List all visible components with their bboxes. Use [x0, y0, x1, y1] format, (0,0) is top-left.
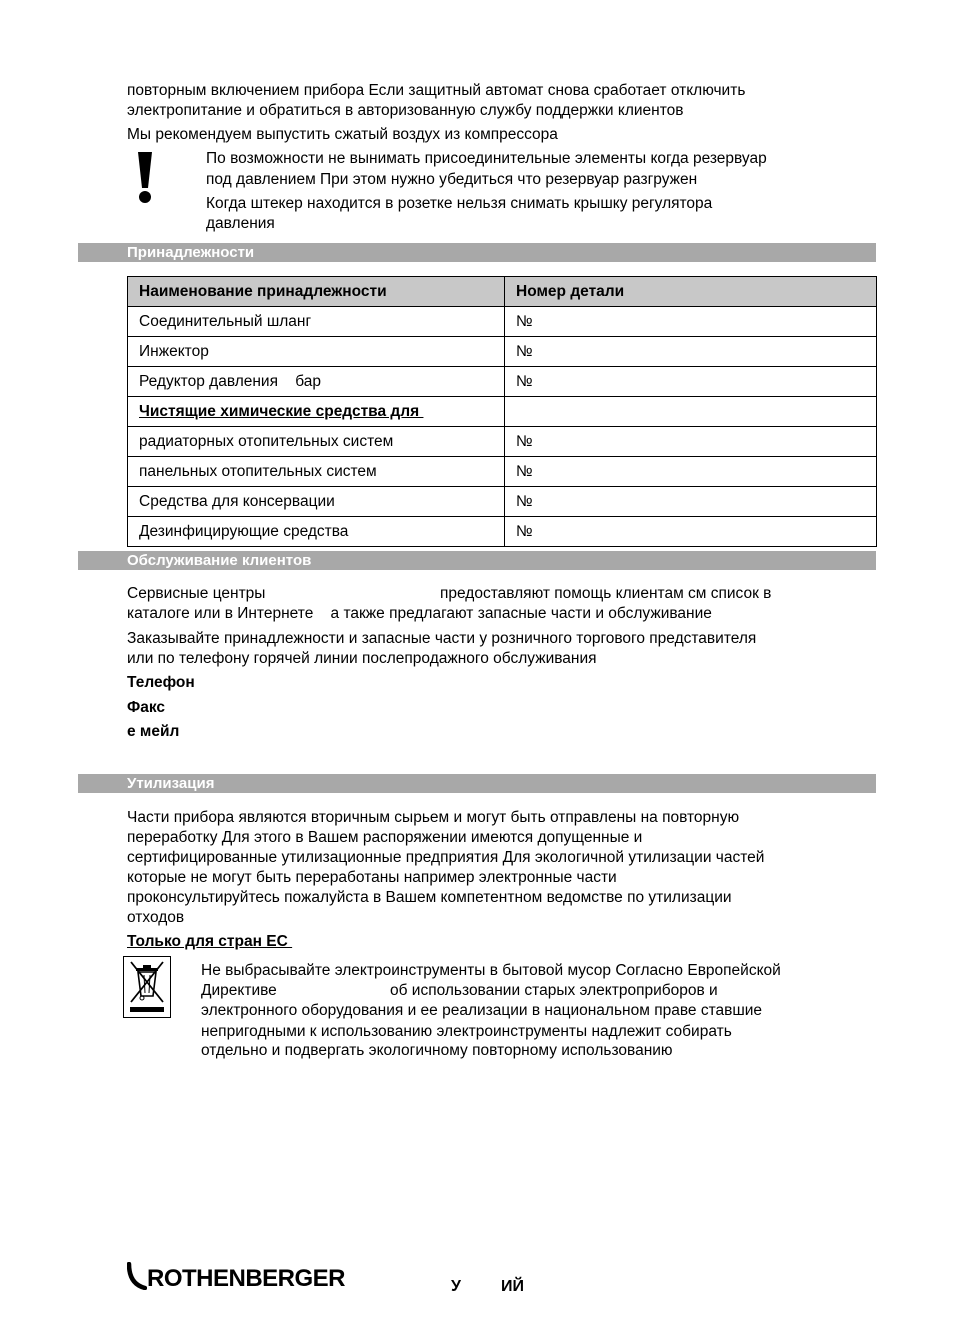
service-p2-line1: Заказывайте принадлежности и запасные части у розничного торгового представителя	[127, 630, 757, 647]
intro-line-2: электропитание и обратиться в авторизованную службу поддержки клиентов	[127, 102, 684, 119]
disposal-line-4: которые не могут быть переработаны например электронные части	[127, 869, 617, 886]
footer-lang-part-1: У	[451, 1278, 461, 1295]
disposal-line-5: проконсультируйтесь пожалуйста в Вашем компетентном ведомстве по утилизации	[127, 889, 732, 906]
email-label: е мейл	[127, 723, 180, 740]
logo-swoosh-icon	[127, 1262, 147, 1290]
service-p2-line2: или по телефону горячей линии послепродажного обслуживания	[127, 650, 597, 667]
eu-line-4: непригодными к использованию электроинструменты надлежит собирать	[201, 1023, 732, 1040]
section-disposal-title: Утилизация	[127, 775, 215, 792]
footer-lang-part-2: ИЙ	[501, 1278, 524, 1295]
warning-line-1: По возможности не вынимать присоединительные элементы когда резервуар	[206, 150, 767, 167]
warning-line-4: давления	[206, 215, 275, 232]
phone-label: Телефон	[127, 674, 195, 691]
row-number: №	[505, 427, 877, 457]
eu-line-3: электронного оборудования и ее реализации в национальном праве ставшие	[201, 1002, 763, 1019]
disposal-line-3: сертифицированные утилизационные предприятия Для экологичной утилизации частей	[127, 849, 765, 866]
row-name: Редуктор давления бар	[128, 367, 505, 397]
eu-line-2-start: Директиве	[201, 982, 277, 999]
section-service-title: Обслуживание клиентов	[127, 552, 312, 569]
fax-label: Факс	[127, 699, 166, 716]
row-name: Средства для консервации	[128, 487, 505, 517]
table-row	[128, 517, 877, 547]
row-number: №	[505, 517, 877, 547]
table-row	[128, 307, 877, 337]
row-number	[505, 397, 877, 427]
section-service	[78, 551, 876, 570]
table-header	[128, 277, 877, 307]
table-row	[128, 397, 877, 427]
disposal-line-1: Части прибора являются вторичным сырьем и могут быть отправлены на повторную	[127, 809, 740, 826]
col-name-header: Наименование принадлежности	[128, 277, 505, 307]
row-group-label: Чистящие химические средства для	[139, 402, 424, 420]
table-row	[128, 367, 877, 397]
intro-line-1: повторным включением прибора Если защитный автомат снова сработает отключить	[127, 82, 746, 99]
table-row	[128, 487, 877, 517]
row-name: радиаторных отопительных систем	[128, 427, 505, 457]
intro-line-3: Мы рекомендуем выпустить сжатый воздух из компрессора	[127, 126, 558, 143]
row-number: №	[505, 367, 877, 397]
exclamation-warning-icon	[135, 152, 155, 204]
section-disposal	[78, 774, 876, 793]
service-p1-end: предоставляют помощь клиентам см список в	[440, 585, 772, 602]
row-group-label-cell	[128, 397, 505, 427]
disposal-line-6: отходов	[127, 909, 185, 926]
warning-line-3: Когда штекер находится в розетке нельзя снимать крышку регулятора	[206, 195, 713, 212]
logo-text: ROTHENBERGER	[147, 1265, 346, 1292]
eu-line-1: Не выбрасывайте электроинструменты в бытовой мусор Согласно Европейской	[201, 962, 781, 979]
accessories-table	[127, 276, 877, 547]
col-number-header: Номер детали	[505, 277, 877, 307]
eu-line-5: отдельно и подвергать экологичному повторному использованию	[201, 1042, 673, 1059]
table-row	[128, 337, 877, 367]
service-p1-line2: каталоге или в Интернете а также предлагают запасные части и обслуживание	[127, 605, 712, 622]
row-name: панельных отопительных систем	[128, 457, 505, 487]
eu-only-heading: Только для стран ЕС	[127, 933, 293, 950]
section-accessories-title: Принадлежности	[127, 244, 255, 261]
row-name: Дезинфицирующие средства	[128, 517, 505, 547]
row-number: №	[505, 487, 877, 517]
eu-line-2-end: об использовании старых электроприборов и	[390, 982, 718, 999]
row-number: №	[505, 457, 877, 487]
section-accessories	[78, 243, 876, 262]
warning-line-2: под давлением При этом нужно убедиться что резервуар разгружен	[206, 171, 698, 188]
row-name: Инжектор	[128, 337, 505, 367]
row-number: №	[505, 307, 877, 337]
disposal-line-2: переработку Для этого в Вашем распоряжении имеются допущенные и	[127, 829, 643, 846]
row-name: Соединительный шланг	[128, 307, 505, 337]
rothenberger-logo	[127, 1262, 345, 1293]
table-row	[128, 457, 877, 487]
row-number: №	[505, 337, 877, 367]
table-row	[128, 427, 877, 457]
crossed-bin-icon	[123, 956, 171, 1018]
service-p1-start: Сервисные центры	[127, 585, 266, 602]
